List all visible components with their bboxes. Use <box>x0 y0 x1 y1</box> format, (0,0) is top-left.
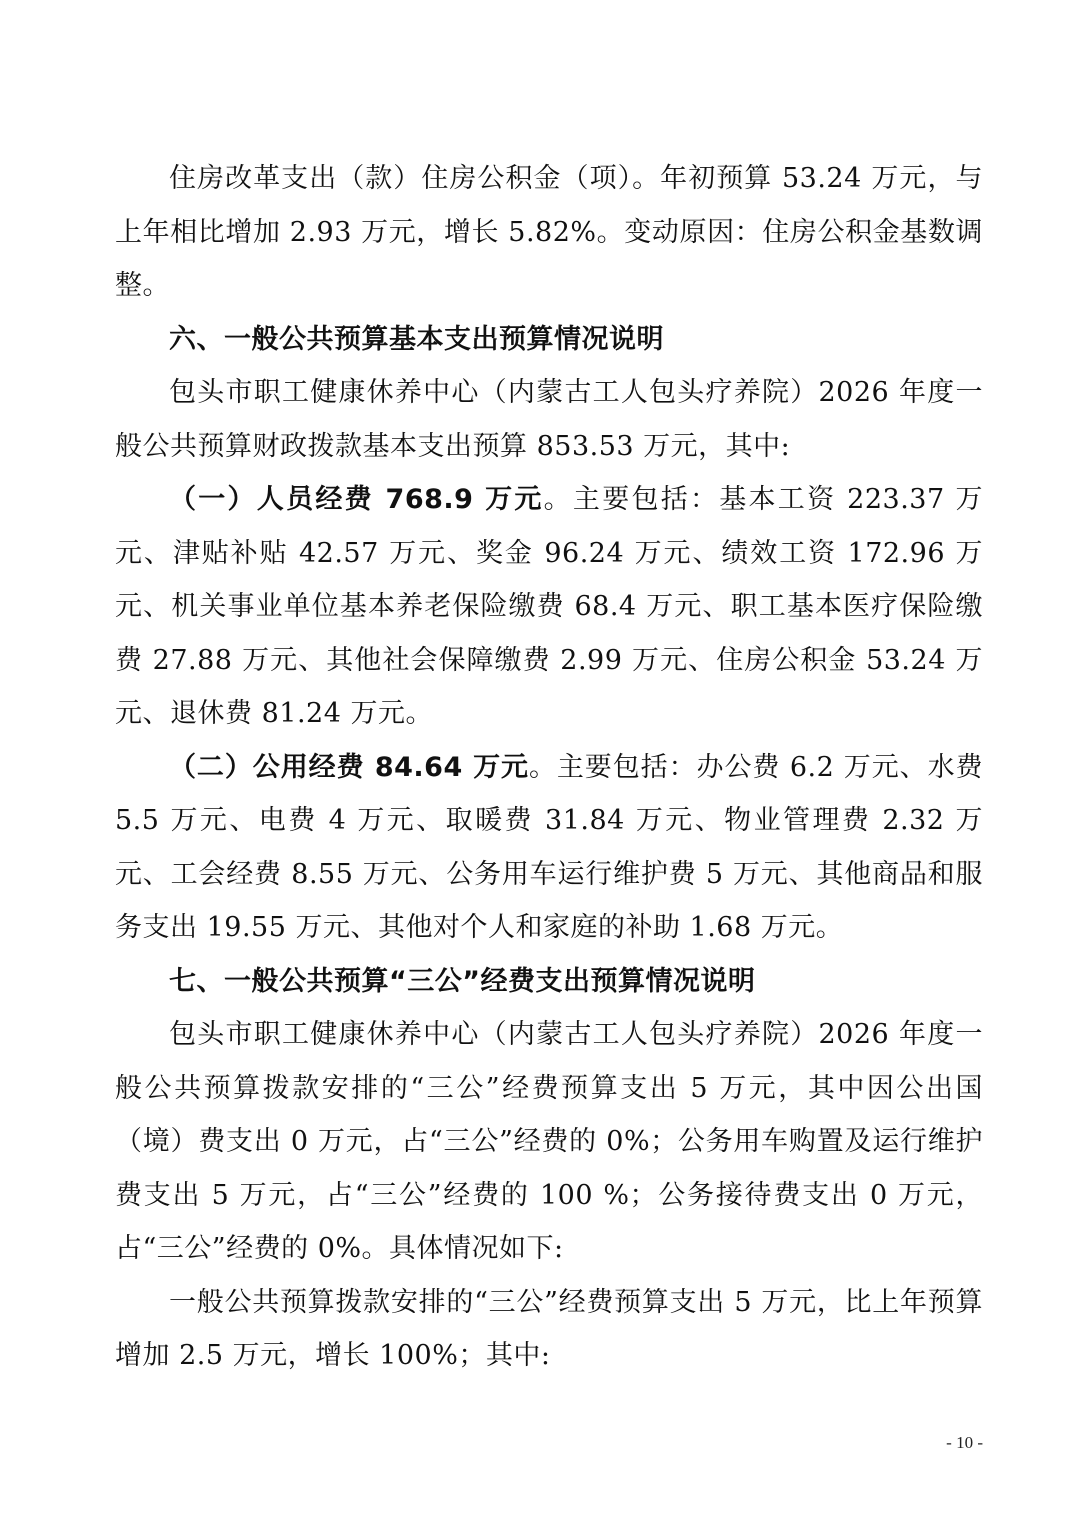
paragraph-public-expenses <box>115 741 983 955</box>
paragraph-three-public-expenses: 包头市职工健康休养中心（内蒙古工人包头疗养院）2026 年度一般公共预算拨款安排的“三公”经费预算支出 5 万元，其中因公出国（境）费支出 0 万元，占“三公”经费的 0%；公务用车购置及运行维护费支出 5 万元，占“三公”经费的 100 %；公务接待费支出 0 万元，占“三公”经费的 0%。具体情况如下: <box>115 1019 983 1264</box>
page-number: - 10 - <box>946 1433 983 1452</box>
section-heading-seven: 七、一般公共预算“三公”经费支出预算情况说明 <box>169 965 756 997</box>
paragraph-personnel-expenses <box>115 473 983 741</box>
section-heading-six: 六、一般公共预算基本支出预算情况说明 <box>169 323 664 355</box>
personnel-expenses-detail: 。主要包括：基本工资 223.37 万元、津贴补贴 42.57 万元、奖金 96.24 万元、绩效工资 172.96 万元、机关事业单位基本养老保险缴费 68.4 万元、职工基本医疗保险缴费 27.88 万元、其他社会保障缴费 2.99 万元、住房公积金 53.24 万元、退休费 81.24 万元。 <box>115 484 984 729</box>
paragraph-three-public-comparison: 一般公共预算拨款安排的“三公”经费预算支出 5 万元，比上年预算增加 2.5 万元，增长 100%；其中: <box>115 1286 983 1371</box>
public-expenses-label: （二）公用经费 84.64 万元 <box>169 751 529 783</box>
public-expenses-detail: 。主要包括：办公费 6.2 万元、水费 5.5 万元、电费 4 万元、取暖费 31.84 万元、物业管理费 2.32 万元、工会经费 8.55 万元、公务用车运行维护费 5 万元、其他商品和服务支出 19.55 万元、其他对个人和家庭的补助 1.68 万元。 <box>115 751 983 943</box>
paragraph-basic-expenditure: 包头市职工健康休养中心（内蒙古工人包头疗养院）2026 年度一般公共预算财政拨款基本支出预算 853.53 万元，其中: <box>115 377 983 462</box>
personnel-expenses-label: （一）人员经费 768.9 万元 <box>169 484 544 515</box>
document-body <box>115 152 983 1383</box>
paragraph-housing-fund: 住房改革支出（款）住房公积金（项）。年初预算 53.24 万元，与上年相比增加 2.93 万元，增长 5.82%。变动原因：住房公积金基数调整。 <box>115 163 983 301</box>
